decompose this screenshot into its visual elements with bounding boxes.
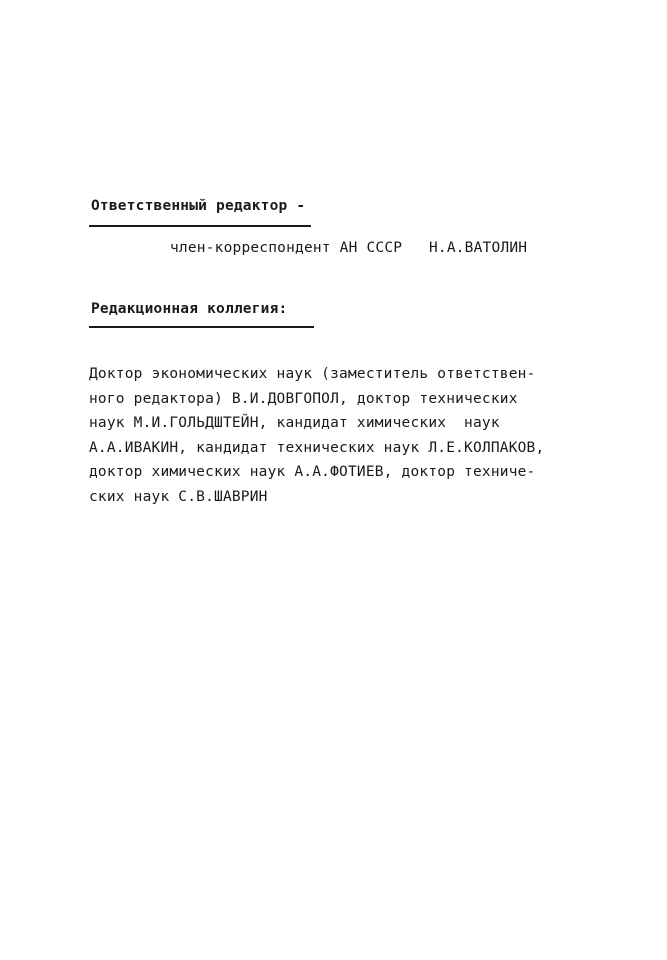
board-line: доктор химических наук А.А.ФОТИЕВ, доктор техниче-	[89, 464, 536, 481]
editor-heading-underline	[89, 225, 311, 227]
board-line: А.А.ИВАКИН, кандидат технических наук Л.Е.КОЛПАКОВ,	[89, 439, 545, 456]
board-line: ного редактора) В.И.ДОВГОПОЛ, доктор технических	[89, 390, 518, 407]
responsible-editor-heading: Ответственный редактор -	[91, 198, 306, 214]
board-line: Доктор экономических наук (заместитель ответствен-	[89, 366, 536, 382]
board-line: наук М.И.ГОЛЬДШТЕЙН, кандидат химических наук	[89, 415, 500, 432]
editorial-board-members	[89, 362, 649, 510]
editorial-board-underline	[89, 326, 314, 328]
editorial-board-heading: Редакционная коллегия:	[91, 301, 288, 317]
board-line: ских наук С.В.ШАВРИН	[89, 488, 268, 505]
responsible-editor-name: член-корреспондент АН СССР Н.А.ВАТОЛИН	[170, 240, 528, 256]
